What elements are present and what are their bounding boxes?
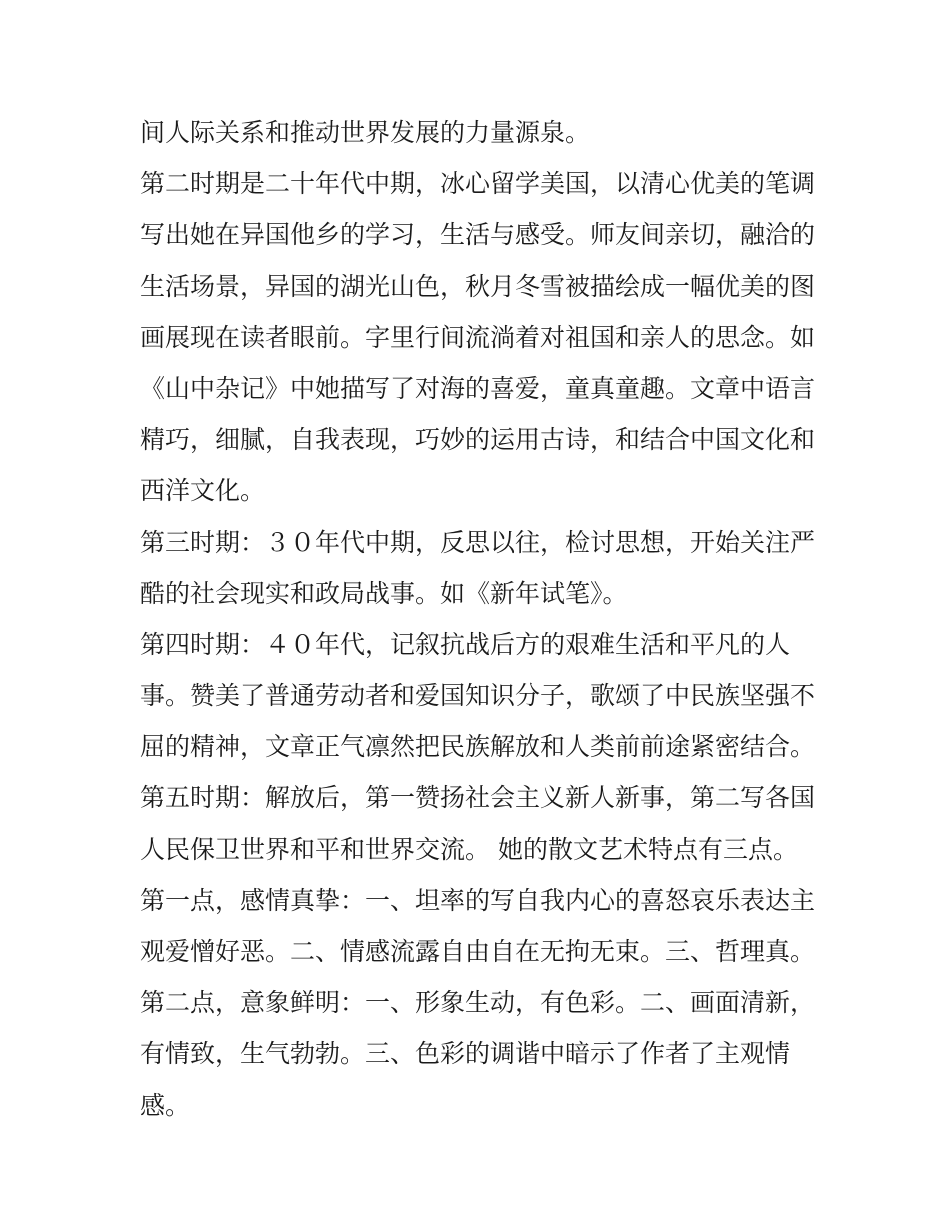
text-line: 第五时期：解放后，第一赞扬社会主义新人新事，第二写各国 <box>140 783 816 813</box>
text-line: 第二点，意象鲜明：一、形象生动，有色彩。二、画面清新， <box>140 988 816 1018</box>
text-line: 人民保卫世界和平和世界交流。 她的散文艺术特点有三点。 <box>140 834 798 864</box>
body-text <box>140 107 820 1131</box>
text-line: 第一点，感情真挚：一、坦率的写自我内心的喜怒哀乐表达主 <box>140 885 816 915</box>
text-line: 间人际关系和推动世界发展的力量源泉。 <box>140 118 591 147</box>
text-line: 生活场景，异国的湖光山色，秋月冬雪被描绘成一幅优美的图 <box>140 271 816 301</box>
text-line: 有情致，生气勃勃。三、色彩的调谐中暗示了作者了主观情 <box>140 1039 791 1069</box>
text-line: 观爱憎好恶。二、情感流露自由自在无拘无束。三、哲理真。 <box>140 937 816 966</box>
text-line: 写出她在异国他乡的学习，生活与感受。师友间亲切，融洽的 <box>140 220 816 250</box>
text-line: 事。赞美了普通劳动者和爱国知识分子，歌颂了中民族坚强不 <box>140 681 816 711</box>
text-line: 《山中杂记》中她描写了对海的喜爱，童真童趣。文章中语言 <box>140 373 816 403</box>
text-line: 精巧，细腻，自我表现，巧妙的运用古诗，和结合中国文化和 <box>140 425 816 455</box>
text-line: 西洋文化。 <box>140 476 266 506</box>
text-line: 第三时期：３０年代中期，反思以往，检讨思想，开始关注严 <box>140 527 816 557</box>
text-line: 第四时期：４０年代，记叙抗战后方的艰难生活和平凡的人 <box>140 629 791 659</box>
text-line: 酷的社会现实和政局战事。如《新年试笔》。 <box>140 578 628 608</box>
text-line: 屈的精神，文章正气凛然把民族解放和人类前前途紧密结合。 <box>140 732 816 762</box>
text-line: 感。 <box>140 1090 191 1120</box>
text-line: 画展现在读者眼前。字里行间流淌着对祖国和亲人的思念。如 <box>140 322 816 352</box>
text-line: 第二时期是二十年代中期，冰心留学美国，以清心优美的笔调 <box>140 169 816 199</box>
